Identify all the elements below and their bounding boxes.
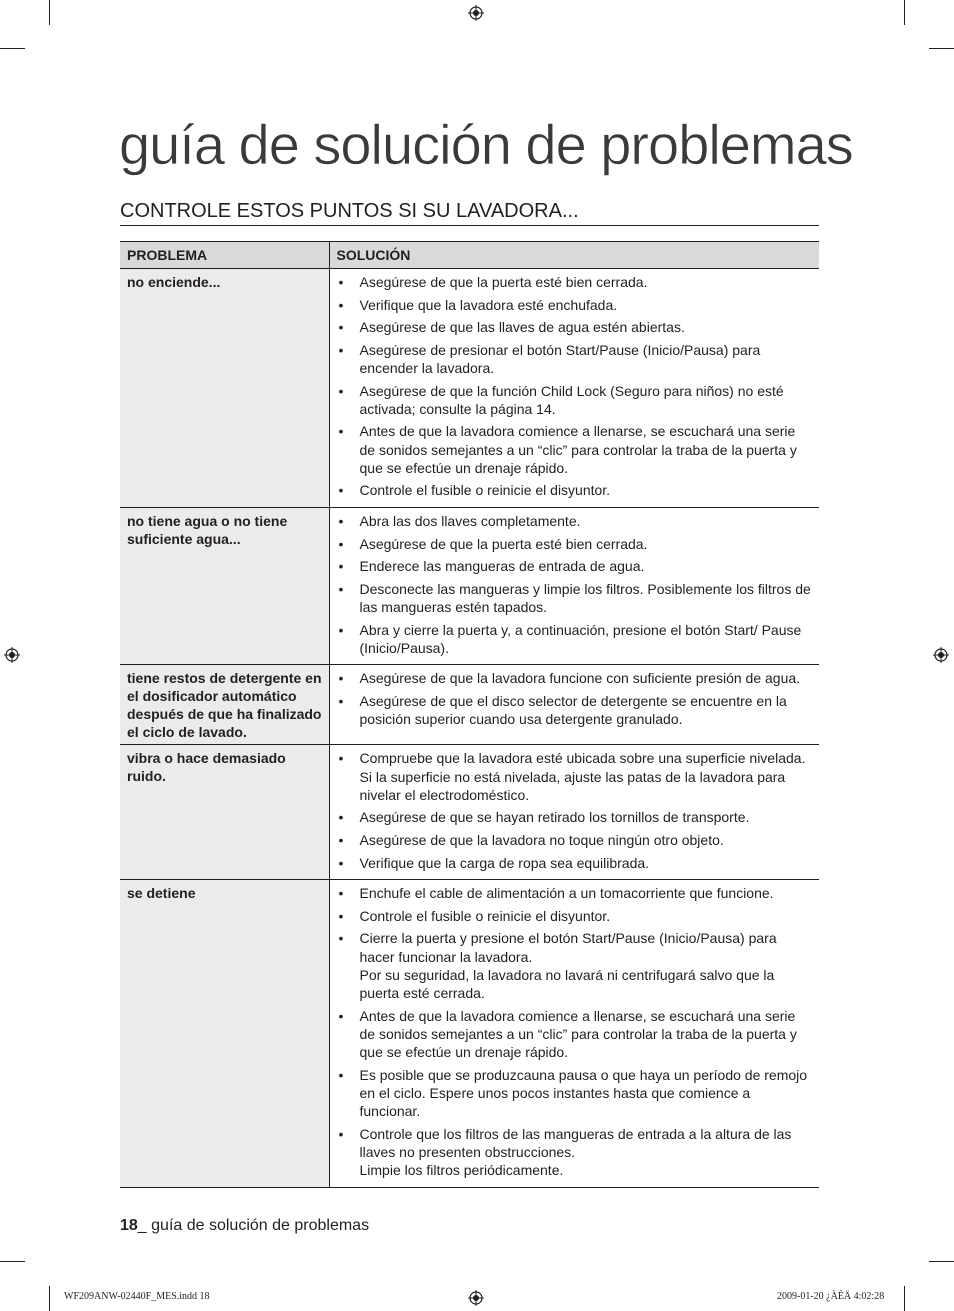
solution-list	[337, 669, 813, 728]
bullet-icon: •	[338, 382, 344, 399]
solution-item	[337, 1066, 813, 1121]
solution-text: Compruebe que la lavadora esté ubicada sobre una superficie nivelada. Si la superficie no está nivelada, ajuste las patas de la lavadora para nivelar el electrodoméstico.	[359, 750, 806, 803]
solution-text: Controle que los filtros de las mangueras de entrada a la altura de las llaves no presenten obstrucciones. Limpie los filtros periódicamente.	[359, 1125, 792, 1178]
crop-mark	[929, 1261, 954, 1262]
solution-list	[337, 884, 813, 1179]
table-row	[120, 665, 819, 745]
footer-label: _ guía de solución de problemas	[137, 1217, 370, 1234]
problem-cell: se detiene	[120, 880, 329, 1187]
solution-item	[337, 1007, 813, 1062]
bullet-icon: •	[338, 1007, 344, 1024]
problem-cell: no tiene agua o no tiene suficiente agua...	[120, 507, 329, 664]
solution-item	[337, 907, 813, 925]
registration-mark-icon	[4, 647, 20, 663]
registration-mark-icon	[468, 5, 484, 21]
solution-text: Verifique que la lavadora esté enchufada.	[359, 296, 618, 313]
solution-cell	[329, 507, 819, 664]
solution-item	[337, 1125, 813, 1180]
bullet-icon: •	[338, 296, 344, 313]
solution-text: Asegúrese de que se hayan retirado los tornillos de transporte.	[359, 809, 750, 826]
solution-column-header: SOLUCIÓN	[329, 242, 819, 269]
solution-cell	[329, 880, 819, 1187]
solution-cell	[329, 269, 819, 508]
table-header-row	[120, 242, 819, 269]
crop-mark	[0, 1261, 25, 1262]
table-body	[120, 269, 819, 1188]
solution-item	[337, 512, 813, 530]
registration-mark-icon	[468, 1290, 484, 1306]
solution-text: Asegúrese de que la lavadora no toque ningún otro objeto.	[359, 831, 724, 848]
bullet-icon: •	[338, 885, 344, 902]
solution-text: Es posible que se produzcauna pausa o que haya un período de remojo en el ciclo. Espere unos pocos instantes hasta que comience a funcionar.	[359, 1066, 808, 1119]
bullet-icon: •	[338, 580, 344, 597]
crop-mark	[0, 48, 25, 49]
solution-text: Antes de que la lavadora comience a llenarse, se escuchará una serie de sonidos semejantes a un “clic” para controlar la traba de la puerta y que se efectúe un drenaje rápido.	[359, 423, 797, 476]
bullet-icon: •	[338, 423, 344, 440]
page-footer	[120, 1217, 369, 1235]
troubleshooting-table	[120, 241, 819, 1188]
solution-item	[337, 854, 813, 872]
solution-cell	[329, 745, 819, 880]
page-title: guía de solución de problemas	[119, 113, 853, 176]
solution-item	[337, 341, 813, 377]
bullet-icon: •	[338, 558, 344, 575]
solution-text: Controle el fusible o reinicie el disyuntor.	[359, 482, 611, 499]
table-row	[120, 745, 819, 880]
solution-item	[337, 422, 813, 477]
bullet-icon: •	[338, 750, 344, 767]
problem-cell: no enciende...	[120, 269, 329, 508]
bullet-icon: •	[338, 1125, 344, 1142]
bullet-icon: •	[338, 809, 344, 826]
bullet-icon: •	[338, 621, 344, 638]
solution-text: Antes de que la lavadora comience a llenarse, se escuchará una serie de sonidos semejantes a un “clic” para controlar la traba de la puerta y que se efectúe un drenaje rápido.	[359, 1007, 797, 1060]
solution-text: Enderece las mangueras de entrada de agua.	[359, 558, 645, 575]
crop-mark	[904, 0, 905, 25]
solution-item	[337, 318, 813, 336]
bullet-icon: •	[338, 512, 344, 529]
bullet-icon: •	[338, 274, 344, 290]
crop-mark	[49, 0, 50, 25]
bullet-icon: •	[338, 670, 344, 687]
problem-column-header: PROBLEMA	[120, 242, 329, 269]
solution-item	[337, 692, 813, 728]
solution-list	[337, 749, 813, 871]
solution-item	[337, 382, 813, 418]
bullet-icon: •	[338, 692, 344, 709]
bullet-icon: •	[338, 319, 344, 336]
solution-text: Asegúrese de presionar el botón Start/Pause (Inicio/Pausa) para encender la lavadora.	[359, 341, 761, 376]
bullet-icon: •	[338, 907, 344, 924]
solution-text: Asegúrese de que la puerta esté bien cerrada.	[359, 535, 648, 552]
solution-text: Asegúrese de que la función Child Lock (Seguro para niños) no esté activada; consulte la página 14.	[359, 382, 784, 417]
crop-mark	[49, 1286, 50, 1311]
solution-item	[337, 296, 813, 314]
bullet-icon: •	[338, 482, 344, 499]
solution-text: Verifique que la carga de ropa sea equilibrada.	[359, 854, 650, 871]
bullet-icon: •	[338, 341, 344, 358]
problem-cell: vibra o hace demasiado ruido.	[120, 745, 329, 880]
solution-item	[337, 557, 813, 575]
print-slug-file: WF209ANW-02440F_MES.indd 18	[64, 1291, 210, 1302]
bullet-icon: •	[338, 930, 344, 947]
solution-item	[337, 749, 813, 804]
bullet-icon: •	[338, 831, 344, 848]
table-row	[120, 507, 819, 664]
solution-item	[337, 808, 813, 826]
solution-text: Asegúrese de que la lavadora funcione con suficiente presión de agua.	[359, 670, 801, 687]
table-row	[120, 880, 819, 1187]
section-heading: CONTROLE ESTOS PUNTOS SI SU LAVADORA...	[120, 200, 579, 222]
solution-item	[337, 669, 813, 687]
solution-item	[337, 884, 813, 902]
page-number: 18	[120, 1217, 138, 1234]
solution-item	[337, 831, 813, 849]
solution-text: Asegúrese de que el disco selector de detergente se encuentre en la posición superior cuando usa detergente granulado.	[359, 692, 787, 728]
solution-item	[337, 580, 813, 616]
solution-text: Controle el fusible o reinicie el disyuntor.	[359, 907, 611, 924]
registration-mark-icon	[933, 647, 949, 663]
solution-cell	[329, 665, 819, 745]
solution-list	[337, 273, 813, 500]
crop-mark	[904, 1286, 905, 1311]
solution-text: Abra y cierre la puerta y, a continuación, presione el botón Start/ Pause (Inicio/Pausa).	[359, 621, 802, 656]
solution-item	[337, 481, 813, 499]
solution-item	[337, 535, 813, 553]
bullet-icon: •	[338, 1066, 344, 1083]
solution-text: Asegúrese de que la puerta esté bien cerrada.	[359, 274, 648, 290]
solution-list	[337, 512, 813, 657]
print-slug-timestamp: 2009-01-20 ¿ÀÈÄ 4:02:28	[777, 1291, 885, 1302]
bullet-icon: •	[338, 535, 344, 552]
solution-item	[337, 273, 813, 291]
crop-mark	[929, 48, 954, 49]
table-row	[120, 269, 819, 508]
solution-text: Desconecte las mangueras y limpie los filtros. Posiblemente los filtros de las mangueras estén tapados.	[359, 580, 811, 615]
solution-item	[337, 929, 813, 1002]
solution-text: Asegúrese de que las llaves de agua estén abiertas.	[359, 319, 685, 336]
heading-divider	[120, 225, 819, 226]
problem-cell: tiene restos de detergente en el dosificador automático después de que ha finalizado el ciclo de lavado.	[120, 665, 329, 745]
bullet-icon: •	[338, 854, 344, 871]
solution-text: Cierre la puerta y presione el botón Start/Pause (Inicio/Pausa) para hacer funcionar la lavadora. Por su seguridad, la lavadora no lavará ni centrifugará salvo que la puerta esté cerrada.	[359, 930, 777, 1001]
solution-text: Enchufe el cable de alimentación a un tomacorriente que funcione.	[359, 885, 774, 902]
solution-item	[337, 621, 813, 657]
solution-text: Abra las dos llaves completamente.	[359, 512, 581, 529]
